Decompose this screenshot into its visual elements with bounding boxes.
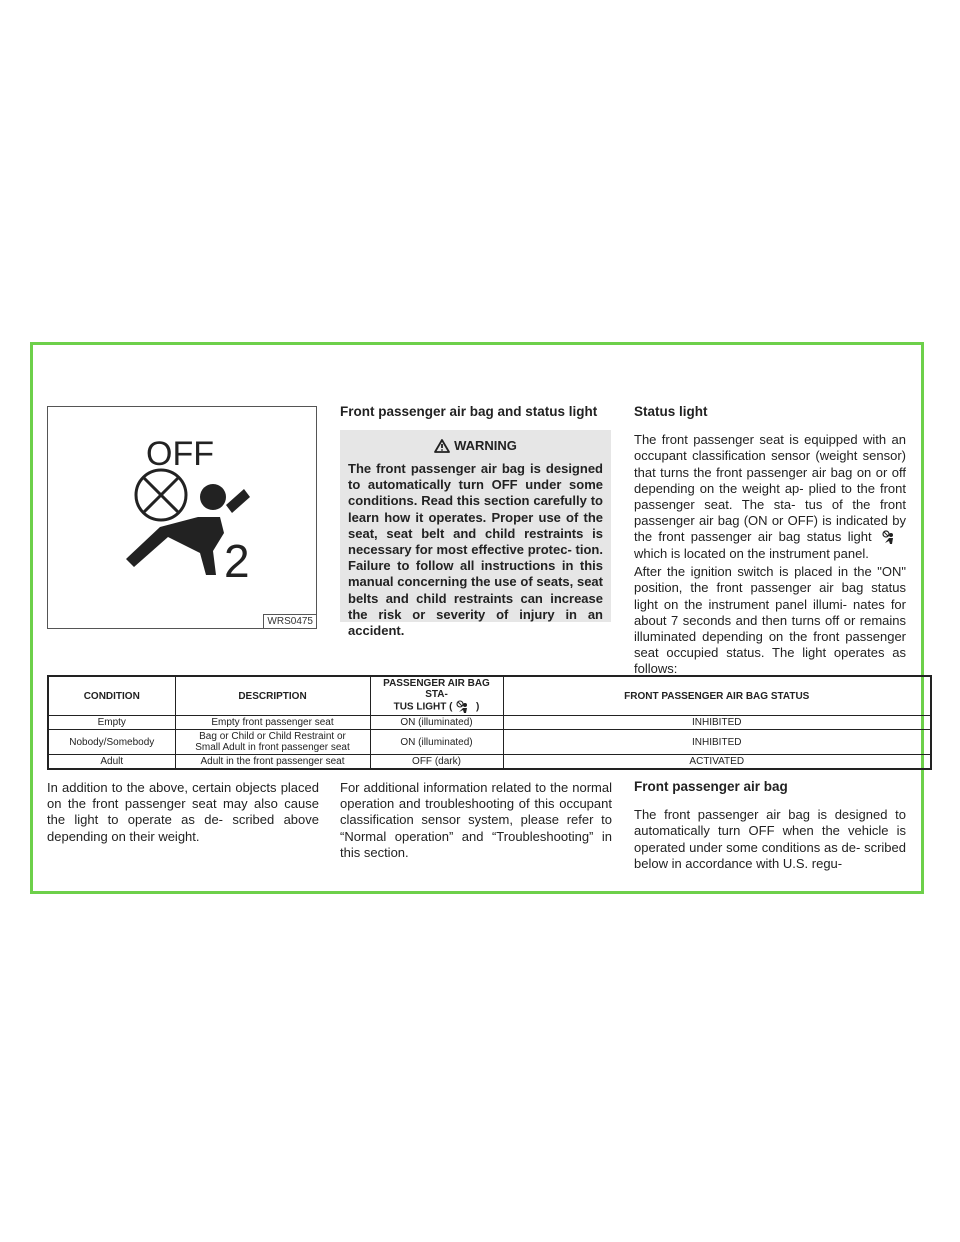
- bottom-paragraph-1: In addition to the above, certain objects placed on the front passenger seat may also cause the light to operate as de- scribed above depending on their weight.: [47, 780, 319, 844]
- warning-label: WARNING: [454, 438, 517, 453]
- bottom-column-3: [634, 779, 906, 872]
- warning-text: The front passenger air bag is designed to automatically turn OFF under some conditions. Read this section carefully to learn how it operates. Proper use of the seat, seat belt and child restraints is necessary for most effective protec- tion. Failure to follow all instructions in this manual concerning the use of seats, seat belts and child restraints can increase the risk or severity of injury in an accident.: [348, 461, 603, 639]
- passenger-head-icon: [200, 484, 226, 510]
- airbag-status-light-icon: [455, 700, 473, 714]
- cell-description: Empty front passenger seat: [175, 716, 370, 730]
- section-heading-airbag-status: Front passenger air bag and status light: [340, 404, 598, 419]
- table-row: [48, 755, 931, 770]
- cell-condition: Nobody/Somebody: [48, 730, 175, 755]
- figure-id: WRS0475: [263, 614, 316, 628]
- cell-condition: Adult: [48, 755, 175, 770]
- bottom-column-1: [47, 780, 319, 845]
- figure-seat-number: 2: [224, 535, 250, 587]
- column-3: [634, 404, 906, 678]
- cell-light: OFF (dark): [370, 755, 503, 770]
- airbag-status-light-icon: [878, 530, 906, 546]
- table-header-row: [48, 676, 931, 716]
- bottom-paragraph-3: The front passenger air bag is designed to automatically turn OFF when the vehicle is operated under some conditions as de- scribed below in accordance with U.S. regu-: [634, 807, 906, 871]
- passenger-body-icon: [126, 517, 224, 575]
- section-heading-front-passenger-airbag: Front passenger air bag: [634, 779, 788, 794]
- cell-description: Bag or Child or Child Restraint or Small Adult in front passenger seat: [175, 730, 370, 755]
- cell-condition: Empty: [48, 716, 175, 730]
- warning-triangle-icon: [434, 439, 450, 453]
- airbag-off-figure: [47, 406, 317, 629]
- bottom-column-2: [340, 780, 612, 861]
- table-row: [48, 730, 931, 755]
- figure-off-text: OFF: [146, 435, 214, 473]
- header-status-light: PASSENGER AIR BAG STA- TUS LIGHT ( ): [370, 676, 503, 716]
- status-light-text-after: which is located on the instrument panel.: [634, 545, 869, 561]
- status-table: [47, 675, 932, 770]
- cell-description: Adult in the front passenger seat: [175, 755, 370, 770]
- status-light-paragraph-2: After the ignition switch is placed in the "ON" position, the front passenger air bag status light on the instrument panel illumi- nates for about 7 seconds and then turns off or remains illuminated depending on the front passenger seat occupied status. The light operates as follows:: [634, 564, 906, 677]
- cell-status: INHIBITED: [503, 716, 931, 730]
- status-light-paragraph-1: [634, 432, 906, 562]
- column-2: [340, 404, 620, 420]
- table-row: [48, 716, 931, 730]
- status-light-text-before: The front passenger seat is equipped with an occupant classification sensor (weight sensor) that turns the front passenger air bag on or off depending on the weight ap- plied to the front passenger seat. The sta- tus of the front passenger air bag (ON or OFF) is indicated by the front passenger air bag status light: [634, 432, 906, 545]
- cell-light: ON (illuminated): [370, 730, 503, 755]
- header-description: DESCRIPTION: [175, 676, 370, 716]
- cell-status: ACTIVATED: [503, 755, 931, 770]
- cell-status: INHIBITED: [503, 730, 931, 755]
- warning-box: [340, 430, 611, 639]
- airbag-off-icon: [48, 407, 316, 628]
- warning-header: [348, 438, 603, 453]
- bottom-paragraph-2: For additional information related to the normal operation and troubleshooting of this occupant classification sensor system, please refer to “Normal operation” and “Troubleshooting” in this section.: [340, 780, 612, 860]
- header-airbag-status: FRONT PASSENGER AIR BAG STATUS: [503, 676, 931, 716]
- cell-light: ON (illuminated): [370, 716, 503, 730]
- header-condition: CONDITION: [48, 676, 175, 716]
- section-heading-status-light: Status light: [634, 404, 708, 419]
